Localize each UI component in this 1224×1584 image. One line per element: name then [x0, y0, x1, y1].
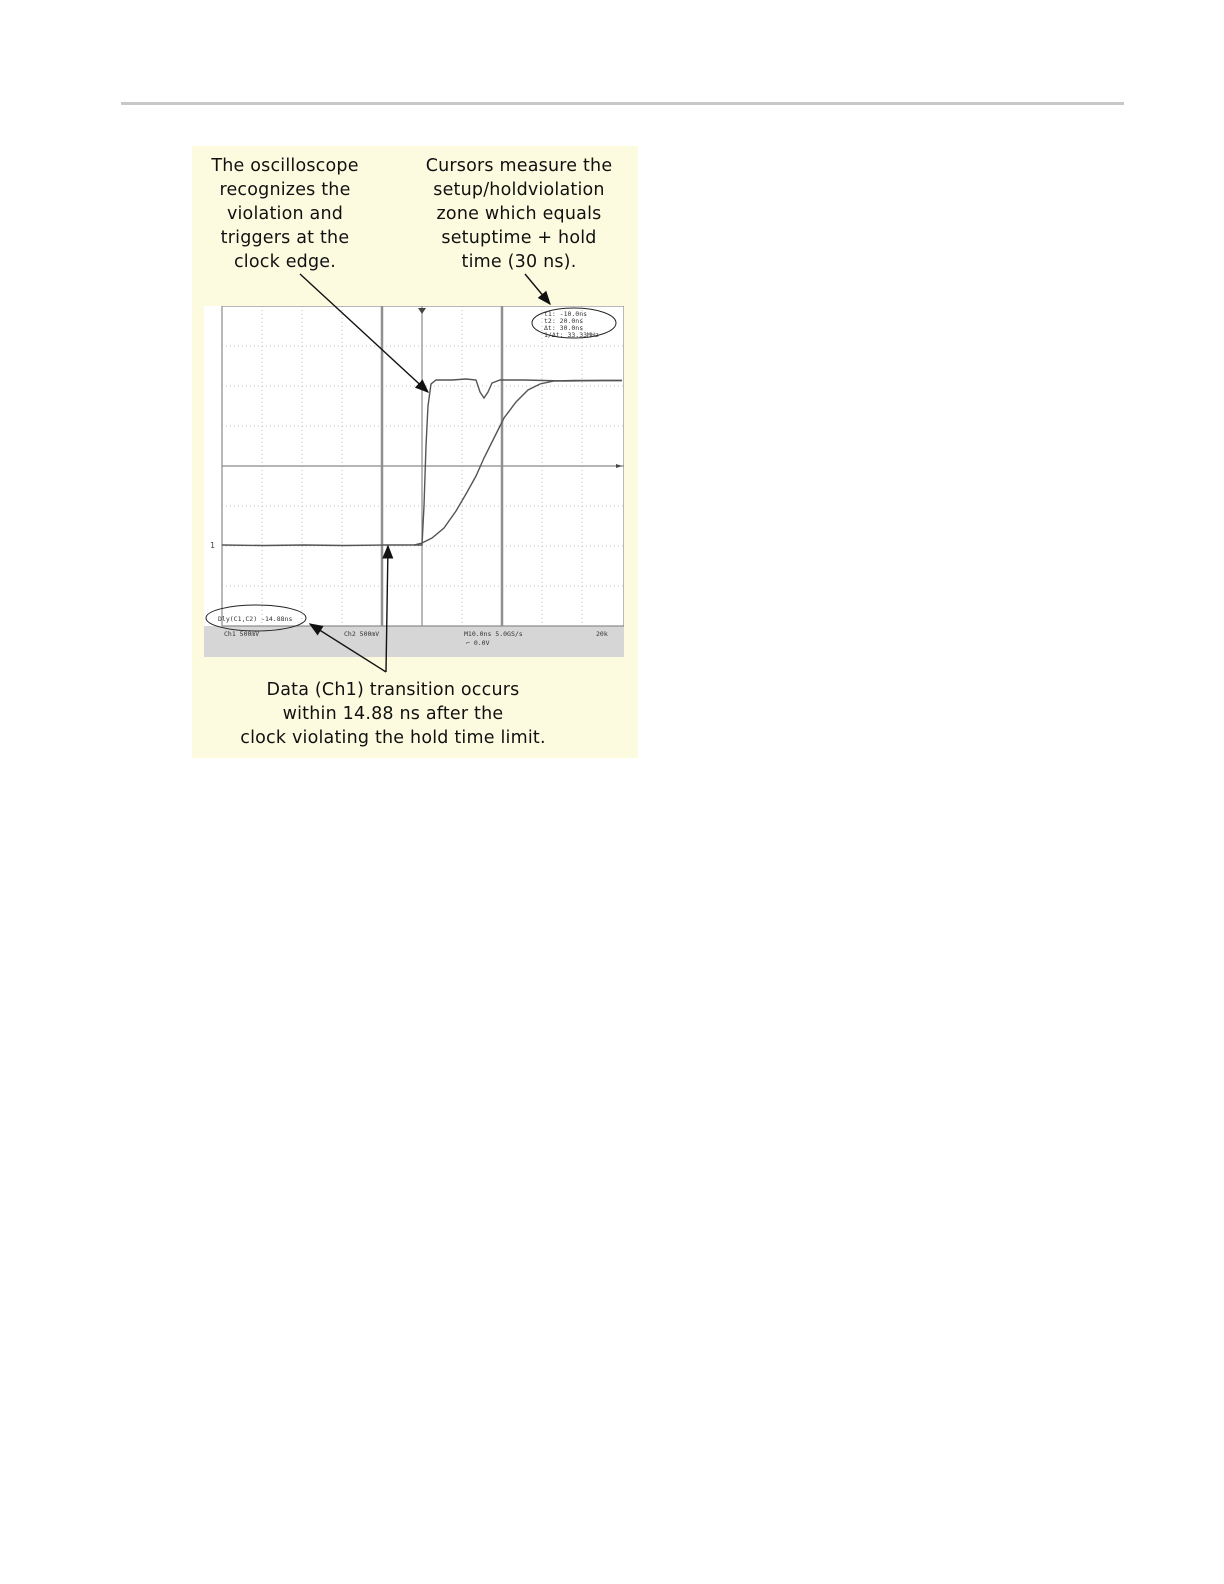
- svg-text:1: 1: [210, 541, 216, 550]
- data-transition-arrow: [386, 546, 388, 672]
- cursor-callout: Cursors measure the setup/holdviolation zone which equals setuptime + hold time (30 ns).: [425, 156, 613, 272]
- trigger-arrow: [300, 274, 428, 392]
- delay-readout: Dly(C1,C2) -14.88ns: [218, 615, 293, 623]
- data-transition-callout: Data (Ch1) transition occurs within 14.88 ns after the clock violating the hold time limit.: [240, 680, 546, 748]
- record-length: 20k: [596, 630, 608, 638]
- cursor-t1-value: t1: -10.0ns: [544, 310, 588, 318]
- cursor-delta-value: Δt: 30.0ns: [544, 324, 584, 332]
- cursor-freq-value: 1/Δt: 33.33MHz: [544, 331, 599, 339]
- delay-readout-arrow: [310, 624, 386, 672]
- ch1-scale: Ch1 500mV: [224, 630, 260, 638]
- header-rule: [121, 102, 1124, 105]
- timebase: M10.0ns 5.0GS/s: [464, 630, 523, 638]
- trigger-callout: The oscilloscope recognizes the violation and triggers at the clock edge.: [211, 156, 359, 272]
- trigger-level: ⌐ 0.0V: [466, 639, 490, 647]
- cursor-arrow: [525, 274, 550, 304]
- ch2-scale: Ch2 500mV: [344, 630, 380, 638]
- cursor-t2-value: t2: 20.0ns: [544, 317, 584, 325]
- callout-arrows: [192, 146, 638, 758]
- oscilloscope-figure: [192, 146, 638, 758]
